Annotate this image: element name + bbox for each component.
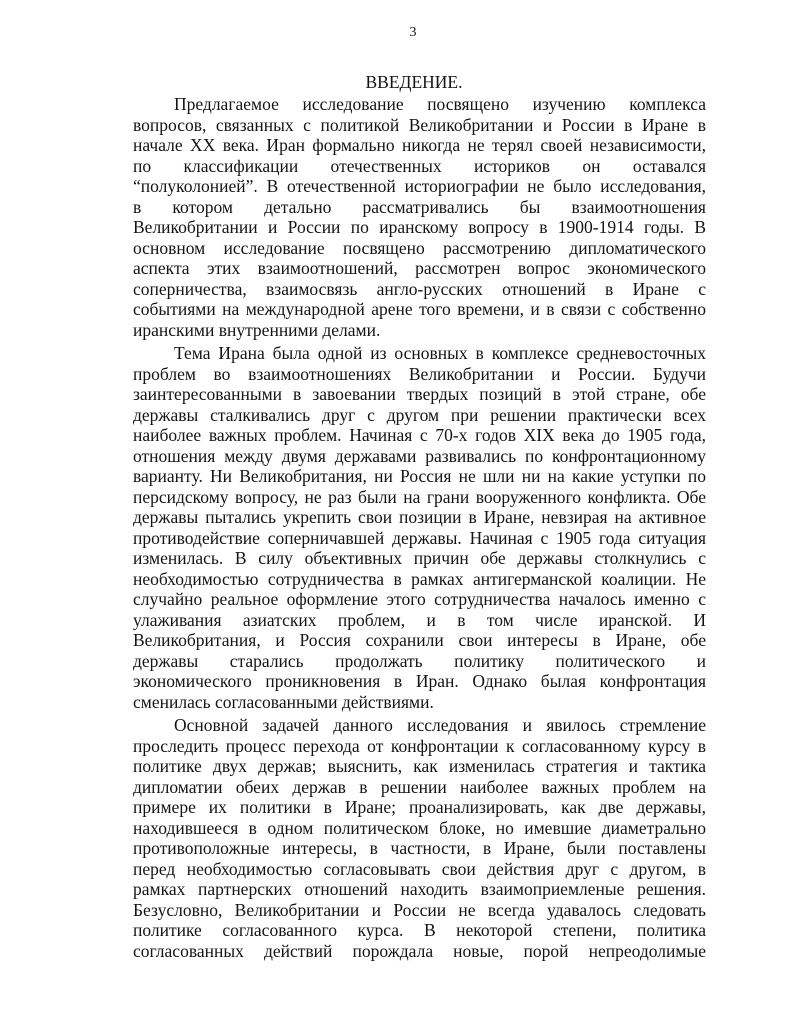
text-line: державы старались продолжать политику политического и: [133, 650, 706, 671]
page-number: 3: [409, 25, 417, 40]
paragraph-2: [133, 343, 706, 712]
paragraph-3: [133, 715, 706, 961]
text-line: противодействие соперничавшей державы. Начиная с 1905 года ситуация: [133, 527, 706, 548]
text-line: экономического проникновения в Иран. Однако былая конфронтация: [133, 671, 706, 691]
text-line: персидскому вопросу, не раз были на грани вооруженного конфликта. Обе: [133, 486, 706, 507]
text-line: изменилась. В силу объективных причин обе державы столкнулись с: [133, 548, 706, 568]
text-line: событиями на международной арене того времени, и в связи с собственно: [133, 299, 706, 319]
text-line: иранскими внутренними делами.: [133, 319, 381, 340]
text-line: Безусловно, Великобритании и России не всегда удавалось следовать: [133, 899, 706, 920]
text-line: аспекта этих взаимоотношений, рассмотрен вопрос экономического: [133, 258, 706, 278]
text-line: в котором детально рассматривались бы взаимоотношения: [133, 196, 706, 217]
text-line: начале XX века. Иран формально никогда не терял своей независимости,: [133, 135, 706, 155]
text-line: согласованных действий порождала новые, порой непреодолимые: [133, 940, 706, 961]
text-line: политике согласованного курса. В некоторой степени, политика: [133, 920, 706, 940]
text-line: проследить процесс перехода от конфронтации к согласованному курсу в: [133, 735, 706, 756]
text-line: державы пытались укрепить свои позиции в Иране, невзирая на активное: [133, 507, 706, 527]
text-line: сменилась согласованными действиями.: [133, 691, 434, 712]
text-line: основном исследование посвящено рассмотрению дипломатического: [133, 237, 706, 258]
text-line: дипломатии обеих держав в решении наиболее важных проблем на: [133, 776, 706, 797]
text-line: заинтересованными в завоевании твердых позиций в этой стране, обе: [133, 384, 706, 404]
text-line: Предлагаемое исследование посвящено изучению комплекса: [174, 94, 706, 114]
text-line: политике двух держав; выяснить, как изменилась стратегия и тактика: [133, 756, 706, 776]
text-line: по классификации отечественных историков он оставался: [133, 155, 706, 176]
text-line: необходимостью сотрудничества в рамках антигерманской коалиции. Не: [133, 568, 706, 589]
text-line: рамках партнерских отношений находить взаимоприемленые решения.: [133, 879, 706, 899]
text-line: державы сталкивались друг с другом при решении практически всех: [133, 404, 706, 425]
text-line: случайно реальное оформление этого сотрудничества началось именно с: [133, 589, 706, 609]
text-line: проблем во взаимоотношениях Великобритании и России. Будучи: [133, 363, 706, 384]
section-heading: ВВЕДЕНИЕ.: [365, 72, 463, 92]
text-line: варианту. Ни Великобритания, ни Россия не шли ни на какие уступки по: [133, 466, 706, 486]
text-line: наиболее важных проблем. Начиная с 70-х годов XIX века до 1905 года,: [133, 425, 706, 445]
text-line: противоположные интересы, в частности, в Иране, были поставлены: [133, 838, 706, 858]
text-line: улаживания азиатских проблем, и в том числе иранской. И: [133, 609, 706, 630]
text-line: отношения между двумя державами развивались по конфронтационному: [133, 445, 706, 466]
text-line: Великобритания, и Россия сохранили свои интересы в Иране, обе: [133, 630, 706, 650]
text-line: находившееся в одном политическом блоке, но имевшие диаметрально: [133, 817, 706, 838]
text-line: Великобритании и России по иранскому вопросу в 1900-1914 годы. В: [133, 217, 706, 237]
text-line: “полуколонией”. В отечественной историографии не было исследования,: [133, 176, 706, 196]
text-line: примере их политики в Иране; проанализировать, как две державы,: [133, 797, 706, 817]
text-line: вопросов, связанных с политикой Великобритании и России в Иране в: [133, 114, 706, 135]
text-line: Тема Ирана была одной из основных в комплексе средневосточных: [174, 343, 706, 363]
text-line: соперничества, взаимосвязь англо-русских отношений в Иране с: [133, 278, 706, 299]
paragraph-1: [133, 94, 706, 340]
text-line: Основной задачей данного исследования и явилось стремление: [174, 715, 706, 735]
text-line: перед необходимостью согласовывать свои действия друг с другом, в: [133, 858, 706, 879]
